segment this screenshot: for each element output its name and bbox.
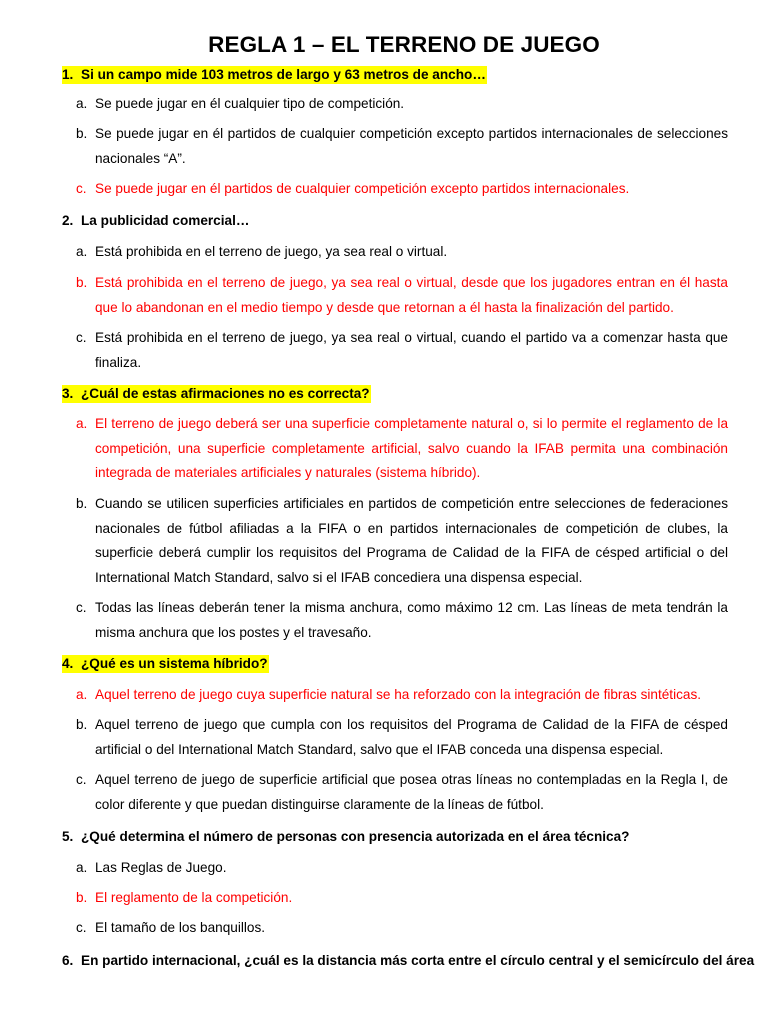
question-5 — [62, 828, 629, 846]
question-1 — [62, 66, 487, 84]
option-3a-correct — [76, 412, 728, 486]
option-text: Se puede jugar en él cualquier tipo de competición. — [95, 96, 405, 111]
option-4c — [76, 768, 728, 817]
option-text: Está prohibida en el terreno de juego, ya sea real o virtual, cuando el partido va a comenzar hasta que finaliza. — [95, 330, 728, 370]
option-letter: b. — [76, 496, 88, 511]
option-letter: c. — [76, 772, 87, 787]
option-text: Está prohibida en el terreno de juego, ya sea real o virtual, desde que los jugadores entran en él hasta que lo abandonan en el medio tiempo y desde que retornan a él hasta la finalización del partido. — [95, 275, 728, 315]
option-text: Las Reglas de Juego. — [95, 860, 227, 875]
question-text: Si un campo mide 103 metros de largo y 63 metros de ancho… — [81, 67, 486, 82]
question-6 — [62, 952, 754, 970]
question-4 — [62, 655, 269, 673]
option-letter: c. — [76, 181, 87, 196]
option-letter: a. — [76, 244, 88, 259]
option-text: El tamaño de los banquillos. — [95, 920, 266, 935]
question-text: ¿Qué determina el número de personas con presencia autorizada en el área técnica? — [81, 829, 630, 844]
question-number: 1. — [62, 67, 74, 82]
option-letter: a. — [76, 416, 88, 431]
question-number: 6. — [62, 953, 74, 968]
option-5a — [76, 856, 728, 881]
option-text: Cuando se utilicen superficies artificiales en partidos de competición entre selecciones de federaciones nacionales de fútbol afiliadas a la FIFA o en partidos internacionales de competición de clubes, la superficie deberá cumplir los requisitos del Programa de Calidad de la FIFA de césped artificial o del International Match Standard, salvo si el IFAB concediera una dispensa especial. — [95, 496, 728, 585]
question-3 — [62, 385, 371, 403]
option-text: Está prohibida en el terreno de juego, ya sea real o virtual. — [95, 244, 448, 259]
question-text: ¿Cuál de estas afirmaciones no es correcta? — [81, 386, 370, 401]
question-number: 2. — [62, 213, 74, 228]
question-highlight — [62, 66, 487, 84]
option-letter: a. — [76, 687, 88, 702]
question-highlight — [62, 655, 269, 673]
question-number: 5. — [62, 829, 74, 844]
option-letter: a. — [76, 860, 88, 875]
option-text: Aquel terreno de juego que cumpla con los requisitos del Programa de Calidad de la FIFA de césped artificial o del International Match Standard, salvo que el IFAB conceda una dispensa especial. — [95, 717, 728, 757]
option-5c — [76, 916, 728, 941]
option-5b-correct — [76, 886, 728, 911]
question-number: 3. — [62, 386, 74, 401]
option-2a — [76, 240, 728, 265]
option-text: Aquel terreno de juego cuya superficie natural se ha reforzado con la integración de fibras sintéticas. — [95, 687, 702, 702]
question-text: La publicidad comercial… — [81, 213, 250, 228]
question-text: ¿Qué es un sistema híbrido? — [81, 656, 268, 671]
option-3c — [76, 596, 728, 645]
option-letter: b. — [76, 126, 88, 141]
option-text: El reglamento de la competición. — [95, 890, 293, 905]
option-2b-correct — [76, 271, 728, 320]
question-number: 4. — [62, 656, 74, 671]
option-text: Aquel terreno de juego de superficie artificial que posea otras líneas no contempladas en la Regla I, de color diferente y que puedan distinguirse claramente de la líneas de fútbol. — [95, 772, 728, 812]
option-text: El terreno de juego deberá ser una superficie completamente natural o, si lo permite el reglamento de la competición, una superficie completamente artificial, salvo cuando la IFAB permita una combinación integrada de materiales artificiales y naturales (sistema híbrido). — [95, 416, 728, 480]
question-highlight — [62, 385, 371, 403]
option-letter: b. — [76, 717, 88, 732]
option-2c — [76, 326, 728, 375]
option-letter: b. — [76, 275, 88, 290]
option-text: Se puede jugar en él partidos de cualquier competición excepto partidos internacionales de selecciones nacionales “A”. — [95, 126, 728, 166]
option-text: Todas las líneas deberán tener la misma anchura, como máximo 12 cm. Las líneas de meta tendrán la misma anchura que los postes y el travesaño. — [95, 600, 728, 640]
option-3b — [76, 492, 728, 590]
option-1b — [76, 122, 728, 171]
option-letter: c. — [76, 920, 87, 935]
option-letter: b. — [76, 890, 88, 905]
option-1c-correct — [76, 177, 728, 202]
question-2 — [62, 212, 249, 230]
option-letter: a. — [76, 96, 88, 111]
option-4a-correct — [76, 683, 728, 708]
option-4b — [76, 713, 728, 762]
page-title: REGLA 1 – EL TERRENO DE JUEGO — [208, 32, 600, 57]
option-letter: c. — [76, 330, 87, 345]
option-text: Se puede jugar en él partidos de cualquier competición excepto partidos internacionales. — [95, 181, 630, 196]
option-letter: c. — [76, 600, 87, 615]
question-text: En partido internacional, ¿cuál es la distancia más corta entre el círculo central y el semicírculo del área — [81, 953, 755, 968]
option-1a — [76, 92, 728, 117]
